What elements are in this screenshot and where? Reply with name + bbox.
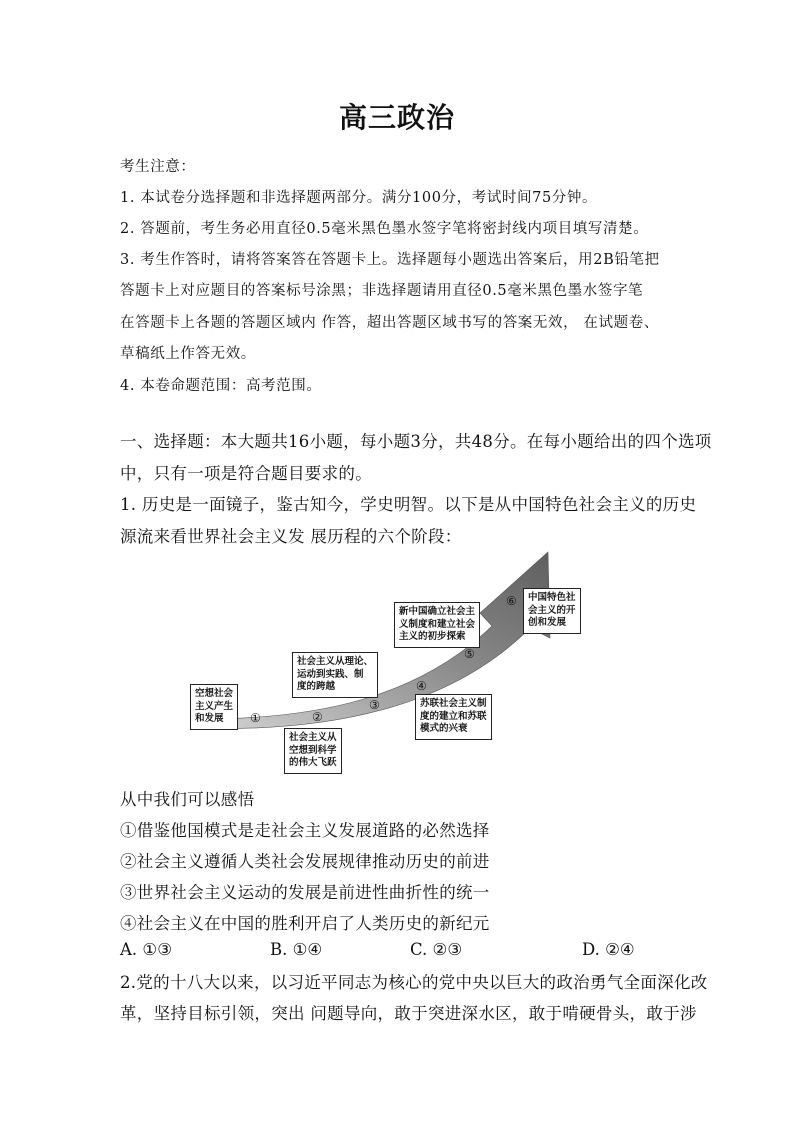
statement: ③世界社会主义运动的发展是前进性曲折性的统一 — [120, 883, 490, 902]
section-intro: 一、选择题：本大题共16小题，每小题3分，共48分。在每小题给出的四个选项 — [120, 432, 712, 451]
stage-box: 空想社会 主义产生 和发展 — [190, 684, 238, 730]
stage-box: 苏联社会主义制 度的建立和苏联 模式的兴衰 — [415, 694, 492, 740]
option-b: B. ①④ — [270, 940, 323, 959]
page-title: 高三政治 — [338, 101, 455, 134]
statement: ②社会主义遵循人类社会发展规律推动历史的前进 — [120, 852, 490, 871]
stage-marker: ④ — [416, 679, 427, 693]
option-d: D. ②④ — [582, 940, 635, 959]
option-c: C. ②③ — [410, 940, 463, 959]
statement: ④社会主义在中国的胜利开启了人类历史的新纪元 — [120, 914, 490, 933]
stage-box: 新中国确立社会主 义制度和建立社会 主义的初步探索 — [394, 602, 480, 648]
question-2-stem: 2.党的十八大以来，以习近平同志为核心的党中央以巨大的政治勇气全面深化改 — [120, 973, 708, 992]
history-stages-diagram — [120, 548, 610, 780]
notice-line: 草稿纸上作答无效。 — [120, 346, 256, 362]
notice-heading: 考生注意： — [120, 159, 196, 175]
stage-marker: ② — [312, 710, 323, 724]
statement: ①借鉴他国模式是走社会主义发展道路的必然选择 — [120, 821, 490, 840]
question-2-stem: 革，坚持目标引领，突出 问题导向，敢于突进深水区，敢于啃硬骨头，敢于涉 — [120, 1004, 697, 1023]
question-1-prompt: 从中我们可以感悟 — [120, 790, 255, 809]
option-a: A. ①③ — [120, 940, 172, 959]
stage-box: 社会主义从 空想到科学 的伟大飞跃 — [284, 728, 342, 774]
stage-marker: ① — [250, 711, 261, 725]
stage-box: 中国特色社 会主义的开 创和发展 — [523, 588, 581, 634]
notice-line: 2. 答题前，考生务必用直径0.5毫米黑色墨水签字笔将密封线内项目填写清楚。 — [120, 221, 649, 237]
stage-marker: ⑤ — [464, 647, 475, 661]
notice-line: 4. 本卷命题范围：高考范围。 — [120, 378, 322, 394]
stage-marker: ③ — [369, 698, 380, 712]
stage-box: 社会主义从理论、 运动到实践、制 度的跨越 — [292, 652, 378, 698]
notice-line: 答题卡上对应题目的答案标号涂黑；非选择题请用直径0.5毫米黑色墨水签字笔 — [120, 283, 644, 299]
notice-line: 3. 考生作答时，请将答案答在答题卡上。选择题每小题选出答案后，用2B铅笔把 — [120, 252, 660, 268]
stage-marker: ⑥ — [506, 594, 517, 608]
section-intro: 中，只有一项是符合题目要求的。 — [120, 464, 372, 483]
notice-line: 1. 本试卷分选择题和非选择题两部分。满分100分，考试时间75分钟。 — [120, 190, 598, 206]
notice-line: 在答题卡上各题的答题区域内 作答，超出答题区域书写的答案无效， 在试题卷、 — [120, 315, 659, 331]
question-1-stem: 源流来看世界社会主义发 展历程的六个阶段： — [120, 527, 462, 546]
question-1-stem: 1. 历史是一面镜子，鉴古知今，学史明智。以下是从中国特色社会主义的历史 — [120, 495, 697, 514]
